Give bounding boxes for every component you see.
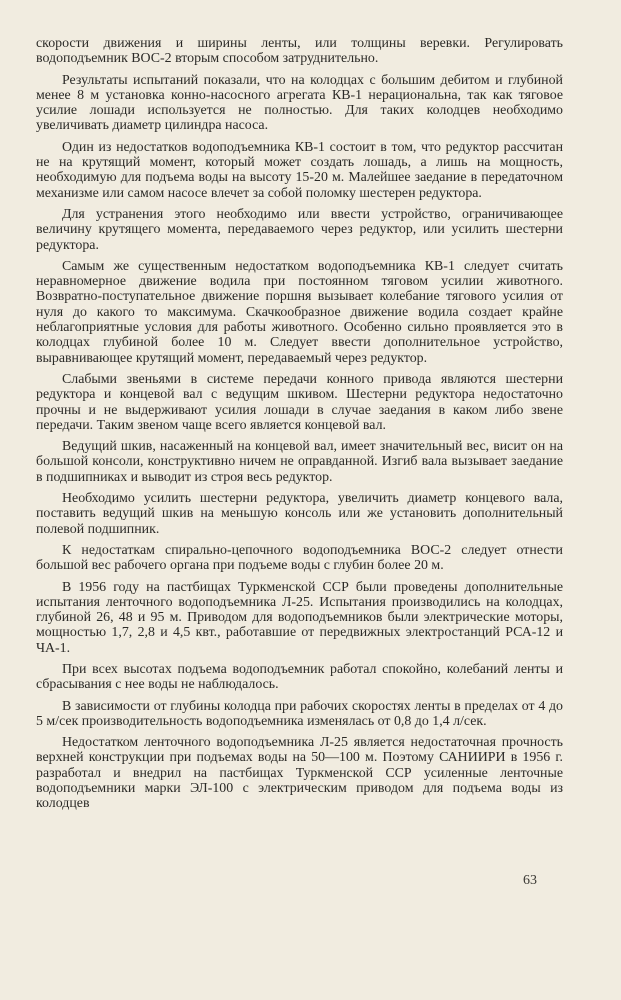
paragraph-11: При всех высотах подъема водоподъемник работал спокойно, колебаний ленты и сбрасывания с нее воды не наблюдалось. <box>36 661 563 693</box>
paragraph-1: скорости движения и ширины ленты, или толщины веревки. Регулировать водоподъемник ВОС-2 вторым способом затруднительно. <box>36 36 563 67</box>
paragraph-2: Результаты испытаний показали, что на колодцах с большим дебитом и глубиной менее 8 м установка конно-насосного агрегата КВ-1 нерациональна, так как тяговое усилие лошади используется не полностью. Для таких колодцев необходимо увеличивать диаметр цилиндра насоса. <box>36 72 563 134</box>
paragraph-3: Один из недостатков водоподъемника КВ-1 состоит в том, что редуктор рассчитан не на крутящий момент, который может создать лошадь, а лишь на мощность, необходимую для подъема воды на высоту 15-20 м. Малейшее заедание в передаточном механизме или самом насосе влечет за собой поломку шестерен редуктора. <box>36 139 563 201</box>
paragraph-12: В зависимости от глубины колодца при рабочих скоростях ленты в пределах от 4 до 5 м/сек производительность водоподъемника изменялась от 0,8 до 1,4 л/сек. <box>36 698 563 729</box>
paragraph-9: К недостаткам спирально-цепочного водоподъемника ВОС-2 следует отнести большой вес рабочего органа при подъеме воды с глубин более 20 м. <box>36 542 563 574</box>
paragraph-4: Для устранения этого необходимо или ввести устройство, ограничивающее величину крутящего момента, передаваемого через редуктор, или усилить шестерни редуктора. <box>36 206 563 253</box>
paragraph-6: Слабыми звеньями в системе передачи конного привода являются шестерни редуктора и концевой вал с ведущим шкивом. Шестерни редуктора недостаточно прочны и не выдерживают усилия лошади в случае заедания в каком либо звене передачи. Таким звеном чаще всего является концевой вал. <box>36 371 563 433</box>
paragraph-10: В 1956 году на пастбищах Туркменской ССР были проведены дополнительные испытания ленточного водоподъемника Л-25. Испытания производились на колодцах, глубиной 26, 48 и 95 м. Приводом для водоподъемников были электрические моторы, мощностью 1,7, 2,8 и 4,5 квт., работавшие от передвижных электростанций РСА-12 и ЧА-1. <box>36 579 563 656</box>
paragraph-5: Самым же существенным недостатком водоподъемника КВ-1 следует считать неравномерное движение водила при постоянном тяговом усилии животного. Возвратно-поступательное движение поршня вызывает колебание тягового усилия от нуля до какого то максимума. Скачкообразное движение водила создает крайне неблагоприятные условия для работы животного. Особенно сильно проявляется это в колодцах глубиной более 10 м. Следует ввести дополнительное устройство, выравнивающее крутящий момент, передаваемый через редуктор. <box>36 258 563 366</box>
paragraph-7: Ведущий шкив, насаженный на концевой вал, имеет значительный вес, висит он на большой консоли, конструктивно ничем не оправданной. Изгиб вала вызывает заедание в подшипниках и выводит из строя весь редуктор. <box>36 439 563 485</box>
paragraph-13: Недостатком ленточного водоподъемника Л-25 является недостаточная прочность верхней конструкции при подъемах воды на 50—100 м. Поэтому САНИИРИ в 1956 г. разработал и внедрил на пастбищах Туркменской ССР усиленные ленточные водоподъемники марки ЭЛ-100 с электрическим приводом для подъема воды из колодцев <box>36 735 563 812</box>
page-number: 63 <box>523 873 537 888</box>
body-text <box>36 36 563 812</box>
paragraph-8: Необходимо усилить шестерни редуктора, увеличить диаметр концевого вала, поставить ведущий шкив на меньшую консоль или же установить дополнительный полевой подшипник. <box>36 491 563 537</box>
